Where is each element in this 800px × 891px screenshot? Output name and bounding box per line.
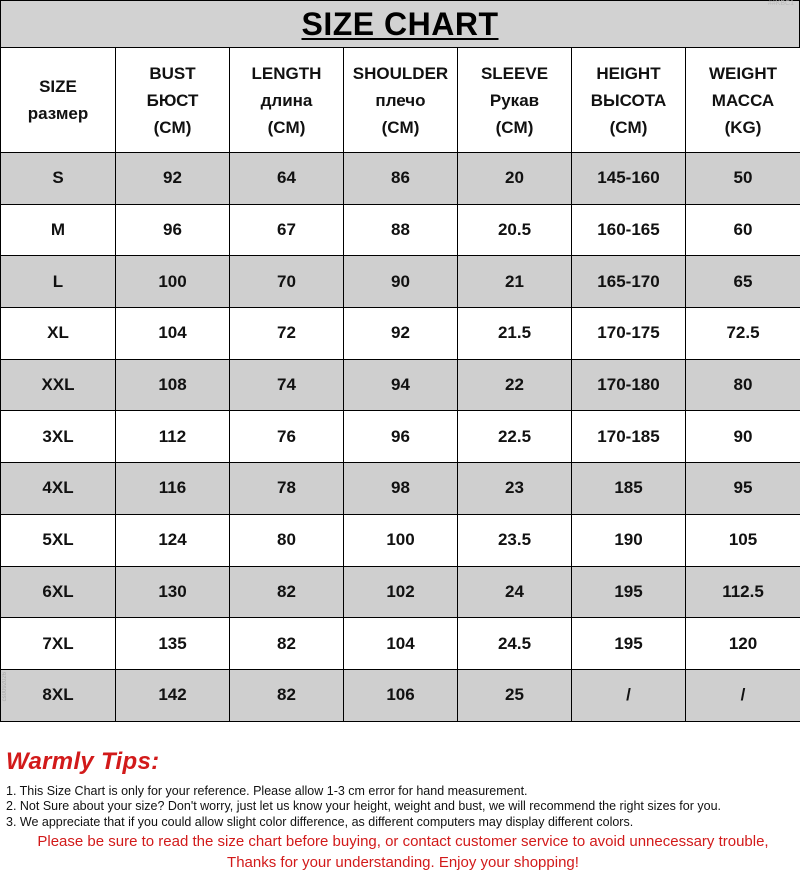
table-cell: 112.5: [686, 566, 800, 618]
column-header: [116, 48, 230, 153]
size-cell: 6XL: [1, 566, 116, 618]
tip-line: 2. Not Sure about your size? Don't worry, just let us know your height, weight and bust, we will recommend the right sizes for you.: [6, 799, 721, 814]
table-cell: 22.5: [458, 411, 572, 463]
table-row: [1, 411, 800, 463]
size-cell: 7XL: [1, 618, 116, 670]
table-body: [1, 153, 800, 722]
table-cell: 98: [344, 463, 458, 515]
table-cell: 82: [230, 669, 344, 721]
table-cell: 60: [686, 204, 800, 256]
column-header-line: HEIGHT: [596, 63, 661, 83]
table-row: [1, 463, 800, 515]
table-cell: 95: [686, 463, 800, 515]
table-cell: 92: [344, 308, 458, 360]
size-table: [0, 47, 800, 722]
column-header: [572, 48, 686, 153]
size-cell: M: [1, 204, 116, 256]
column-header-line: БЮСТ: [146, 90, 199, 110]
table-cell: 190: [572, 514, 686, 566]
column-header-line: SLEEVE: [480, 63, 549, 83]
column-header-line: МАССА: [711, 90, 775, 110]
table-cell: 185: [572, 463, 686, 515]
table-cell: 86: [344, 153, 458, 205]
table-cell: 92: [116, 153, 230, 205]
table-cell: 72: [230, 308, 344, 360]
column-header-line: (CM): [381, 117, 420, 137]
size-cell: L: [1, 256, 116, 308]
column-header-line: ВЫСОТА: [590, 90, 667, 110]
table-cell: 112: [116, 411, 230, 463]
column-header-line: WEIGHT: [709, 63, 777, 83]
table-cell: 20: [458, 153, 572, 205]
table-row: [1, 514, 800, 566]
table-cell: 135: [116, 618, 230, 670]
column-header-line: SIZE: [39, 77, 77, 96]
table-cell: 82: [230, 566, 344, 618]
table-cell: 70: [230, 256, 344, 308]
table-row: [1, 204, 800, 256]
column-header: [686, 48, 800, 153]
table-cell: 21.5: [458, 308, 572, 360]
column-header-line: (CM): [495, 117, 534, 137]
column-header-line: (KG): [724, 117, 762, 137]
table-cell: 24.5: [458, 618, 572, 670]
table-cell: 72.5: [686, 308, 800, 360]
size-cell: XL: [1, 308, 116, 360]
table-cell: 88: [344, 204, 458, 256]
table-cell: 130: [116, 566, 230, 618]
table-cell: 170-175: [572, 308, 686, 360]
notice-line: Please be sure to read the size chart before buying, or contact customer service to avoid unnecessary trouble,: [37, 833, 769, 851]
table-cell: 80: [686, 359, 800, 411]
table-cell: 78: [230, 463, 344, 515]
size-cell: XXL: [1, 359, 116, 411]
page-title: SIZE CHART: [301, 5, 499, 42]
tips-heading: Warmly Tips:: [6, 747, 160, 775]
table-cell: 108: [116, 359, 230, 411]
side-watermark: cs0092026: [2, 672, 8, 702]
column-header-line: BUST: [149, 63, 196, 83]
table-cell: 23: [458, 463, 572, 515]
table-cell: 145-160: [572, 153, 686, 205]
table-row: [1, 153, 800, 205]
table-row: [1, 308, 800, 360]
table-cell: 76: [230, 411, 344, 463]
notice-line: Thanks for your understanding. Enjoy your shopping!: [227, 854, 579, 872]
column-header-line: (CM): [609, 117, 648, 137]
table-cell: 21: [458, 256, 572, 308]
table-cell: /: [686, 669, 800, 721]
table-cell: 90: [686, 411, 800, 463]
column-header: [1, 48, 116, 153]
table-cell: 94: [344, 359, 458, 411]
column-header-line: (CM): [153, 117, 192, 137]
table-cell: 102: [344, 566, 458, 618]
column-header-line: Рукав: [489, 90, 540, 110]
size-cell: 3XL: [1, 411, 116, 463]
corner-watermark: ##KBC1: [767, 0, 794, 7]
column-header-line: плечо: [375, 90, 426, 110]
table-cell: 82: [230, 618, 344, 670]
table-cell: 64: [230, 153, 344, 205]
table-row: [1, 256, 800, 308]
table-cell: 116: [116, 463, 230, 515]
table-row: [1, 618, 800, 670]
column-header-line: (CM): [267, 117, 306, 137]
table-cell: 195: [572, 618, 686, 670]
column-header-line: размер: [27, 104, 89, 123]
column-header-line: LENGTH: [251, 63, 322, 83]
table-cell: 90: [344, 256, 458, 308]
table-cell: 165-170: [572, 256, 686, 308]
table-row: [1, 359, 800, 411]
table-cell: 24: [458, 566, 572, 618]
title-bar: [0, 0, 800, 48]
table-cell: 80: [230, 514, 344, 566]
table-cell: 67: [230, 204, 344, 256]
size-cell: 4XL: [1, 463, 116, 515]
column-header-line: SHOULDER: [352, 63, 449, 83]
table-cell: 22: [458, 359, 572, 411]
table-cell: 20.5: [458, 204, 572, 256]
table-cell: 142: [116, 669, 230, 721]
size-cell: 5XL: [1, 514, 116, 566]
table-cell: 104: [116, 308, 230, 360]
table-cell: 100: [344, 514, 458, 566]
table-cell: 25: [458, 669, 572, 721]
table-cell: 65: [686, 256, 800, 308]
table-cell: 170-185: [572, 411, 686, 463]
table-cell: 100: [116, 256, 230, 308]
table-header-row: [1, 48, 800, 153]
column-header: [458, 48, 572, 153]
column-header-line: длина: [260, 90, 313, 110]
table-cell: 105: [686, 514, 800, 566]
table-cell: 124: [116, 514, 230, 566]
table-row: [1, 566, 800, 618]
column-header: [344, 48, 458, 153]
table-cell: 120: [686, 618, 800, 670]
column-header: [230, 48, 344, 153]
table-cell: 170-180: [572, 359, 686, 411]
table-cell: 96: [344, 411, 458, 463]
tip-line: 3. We appreciate that if you could allow slight color difference, as different computers may display different colors.: [6, 814, 634, 829]
size-cell: 8XL: [1, 669, 116, 721]
table-cell: 50: [686, 153, 800, 205]
table-cell: 106: [344, 669, 458, 721]
table-row: [1, 669, 800, 721]
tips-section: [0, 722, 800, 873]
tip-line: 1. This Size Chart is only for your reference. Please allow 1-3 cm error for hand measurement.: [6, 783, 528, 798]
table-cell: 195: [572, 566, 686, 618]
table-cell: 74: [230, 359, 344, 411]
table-cell: 104: [344, 618, 458, 670]
table-cell: 96: [116, 204, 230, 256]
table-cell: 160-165: [572, 204, 686, 256]
size-cell: S: [1, 153, 116, 205]
table-cell: /: [572, 669, 686, 721]
table-cell: 23.5: [458, 514, 572, 566]
